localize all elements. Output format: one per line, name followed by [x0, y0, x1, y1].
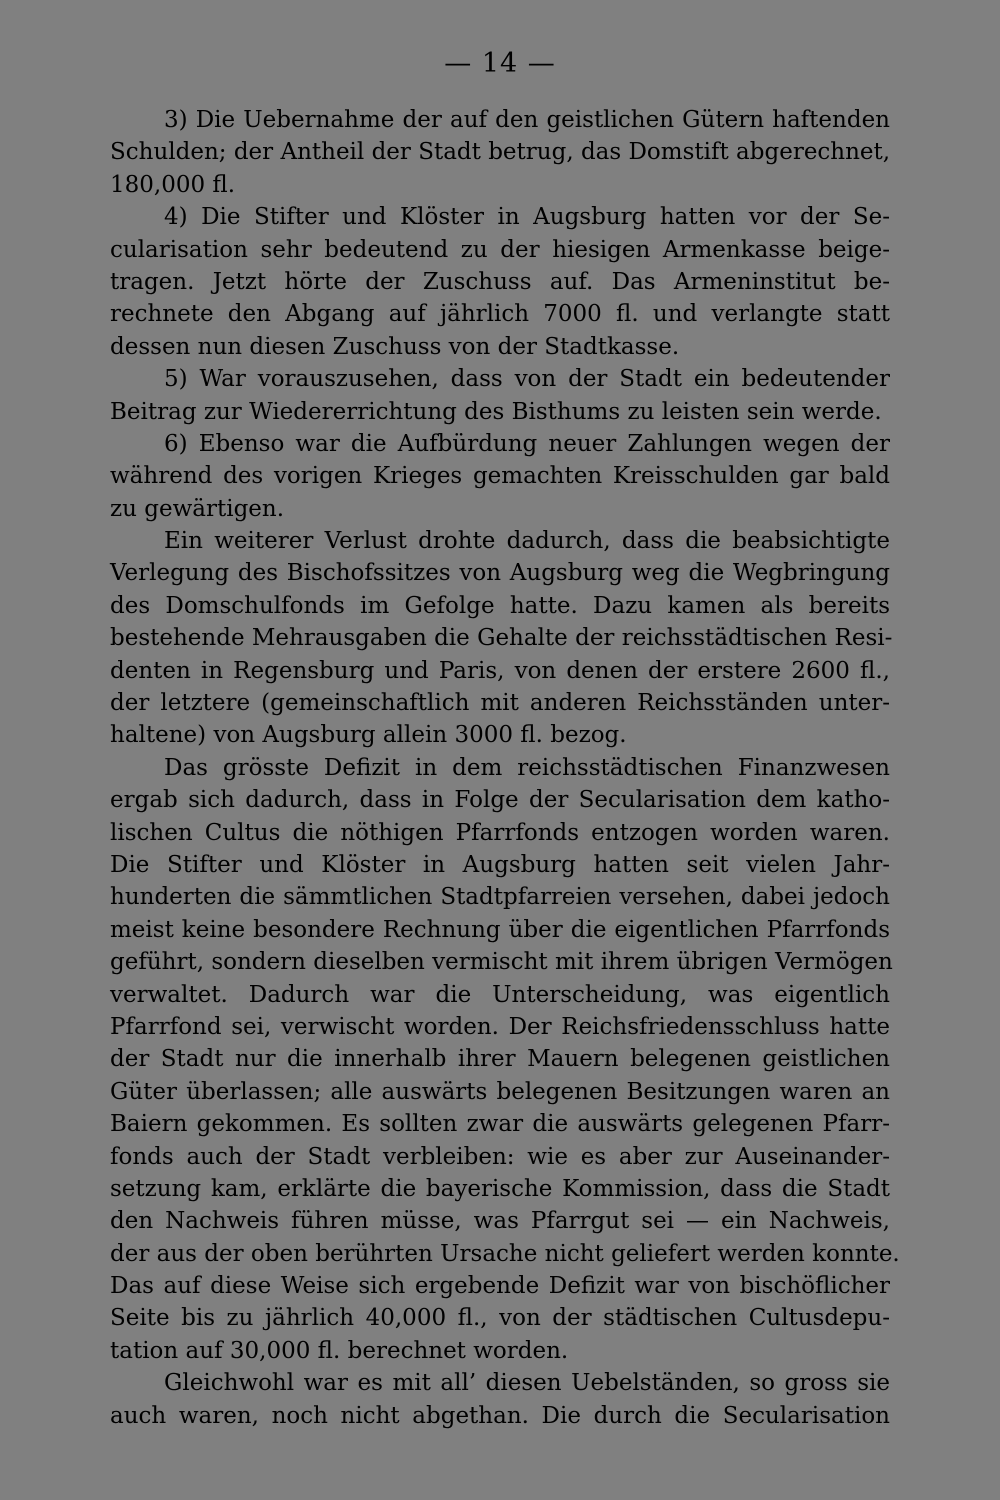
paragraph: [110, 752, 900, 1367]
text-line: cularisation sehr bedeutend zu der hiesigen Armenkasse beige-: [110, 236, 890, 263]
text-line: Seite bis zu jährlich 40,000 fl., von der städtischen Cultusdepu-: [110, 1305, 890, 1332]
text-line: Schulden; der Antheil der Stadt betrug, das Domstift abgerechnet,: [110, 139, 891, 166]
text-line: 5) War vorauszusehen, dass von der Stadt ein bedeutender: [164, 366, 890, 393]
text-line: zu gewärtigen.: [110, 495, 285, 522]
text-line: fonds auch der Stadt verbleiben: wie es aber zur Auseinander-: [110, 1143, 890, 1170]
text-line: während des vorigen Krieges gemachten Kreisschulden gar bald: [110, 463, 890, 490]
text-line: Beitrag zur Wiedererrichtung des Bisthums zu leisten sein werde.: [110, 398, 882, 425]
text-line: dessen nun diesen Zuschuss von der Stadtkasse.: [110, 333, 680, 360]
paragraph: [110, 104, 890, 201]
text-line: Gleichwohl war es mit all’ diesen Uebelständen, so gross sie: [164, 1370, 890, 1397]
text-line: Ein weiterer Verlust drohte dadurch, dass die beabsichtigte: [164, 528, 890, 555]
text-line: setzung kam, erklärte die bayerische Kommission, dass die Stadt: [110, 1175, 890, 1202]
text-line: Güter überlassen; alle auswärts belegenen Besitzungen waren an: [110, 1078, 890, 1105]
page-number: — 14 —: [444, 48, 556, 79]
text-line: auch waren, noch nicht abgethan. Die durch die Secularisation: [110, 1402, 890, 1429]
text-line: haltene) von Augsburg allein 3000 fl. bezog.: [110, 722, 627, 749]
text-line: tation auf 30,000 fl. berechnet worden.: [110, 1337, 569, 1364]
text-line: tragen. Jetzt hörte der Zuschuss auf. Das Armeninstitut be-: [110, 268, 890, 295]
paragraph: [110, 525, 893, 752]
text-line: geführt, sondern dieselben vermischt mit ihrem übrigen Vermögen: [110, 949, 893, 976]
text-line: 180,000 fl.: [110, 171, 236, 198]
text-line: lischen Cultus die nöthigen Pfarrfonds entzogen worden waren.: [110, 819, 890, 846]
text-line: hunderten die sämmtlichen Stadtpfarreien versehen, dabei jedoch: [110, 884, 890, 911]
text-line: ergab sich dadurch, dass in Folge der Secularisation dem katho-: [110, 787, 890, 814]
paragraph: [110, 363, 890, 428]
text-line: denten in Regensburg und Paris, von denen der erstere 2600 fl.,: [110, 657, 890, 684]
paragraph: [110, 428, 890, 525]
text-line: der aus der oben berührten Ursache nicht geliefert werden konnte.: [110, 1240, 900, 1267]
text-line: 6) Ebenso war die Aufbürdung neuer Zahlungen wegen der: [164, 430, 890, 457]
text-line: den Nachweis führen müsse, was Pfarrgut sei — ein Nachweis,: [110, 1208, 890, 1235]
text-line: der letztere (gemeinschaftlich mit anderen Reichsständen unter-: [110, 690, 890, 717]
text-line: Baiern gekommen. Es sollten zwar die auswärts gelegenen Pfarr-: [110, 1111, 890, 1138]
paragraph: [110, 201, 890, 363]
text-line: bestehende Mehrausgaben die Gehalte der reichsstädtischen Resi-: [110, 625, 893, 652]
text-line: Die Stifter und Klöster in Augsburg hatten seit vielen Jahr-: [110, 851, 890, 878]
paragraph: [110, 1367, 890, 1432]
text-line: 4) Die Stifter und Klöster in Augsburg hatten vor der Se-: [164, 204, 890, 231]
text-body: [110, 104, 900, 1432]
text-line: der Stadt nur die innerhalb ihrer Mauern belegenen geistlichen: [110, 1046, 890, 1073]
text-line: Pfarrfond sei, verwischt worden. Der Reichsfriedensschluss hatte: [110, 1013, 890, 1040]
text-line: Das grösste Defizit in dem reichsstädtischen Finanzwesen: [164, 754, 890, 781]
text-line: Verlegung des Bischofssitzes von Augsburg weg die Wegbringung: [110, 560, 890, 587]
text-line: verwaltet. Dadurch war die Unterscheidung, was eigentlich: [110, 981, 890, 1008]
text-line: 3) Die Uebernahme der auf den geistlichen Gütern haftenden: [164, 107, 890, 133]
text-line: meist keine besondere Rechnung über die eigentlichen Pfarrfonds: [110, 916, 890, 943]
text-line: Das auf diese Weise sich ergebende Defizit war von bischöflicher: [110, 1273, 890, 1300]
text-line: des Domschulfonds im Gefolge hatte. Dazu kamen als bereits: [110, 592, 890, 619]
text-line: rechnete den Abgang auf jährlich 7000 fl. und verlangte statt: [110, 301, 890, 328]
